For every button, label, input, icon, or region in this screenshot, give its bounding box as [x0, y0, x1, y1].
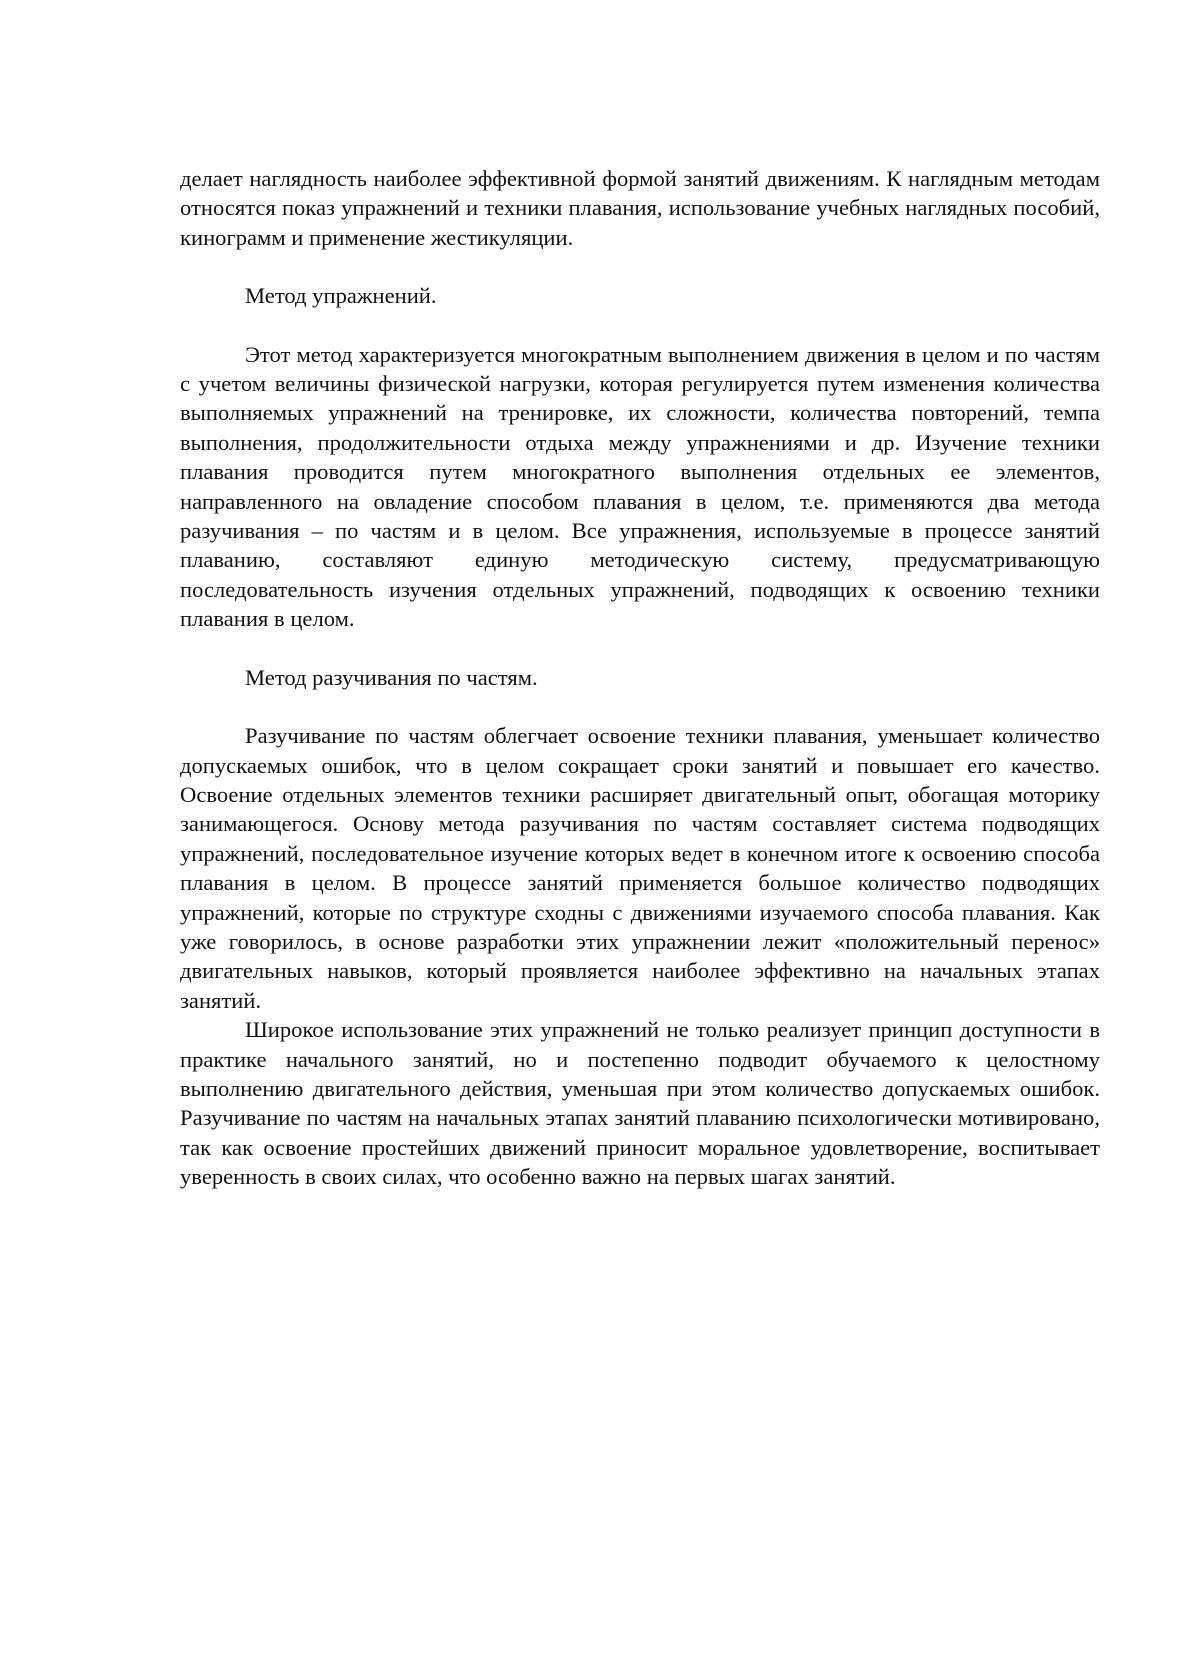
- heading-parts-learning-method: Метод разучивания по частям.: [245, 664, 538, 690]
- document-body: [180, 164, 1100, 1192]
- paragraph-visual-methods: делает наглядность наиболее эффективной формой занятий движениям. К наглядным методам относятся показ упражнений и техники плавания, использование учебных наглядных пособий, кинограмм и применение жестикуляции.: [180, 166, 1100, 250]
- paragraph-parts-learning: Разучивание по частям облегчает освоение техники плавания, уменьшает количество допускаемых ошибок, что в целом сокращает сроки занятий и повышает его качество. Освоение отдельных элементов техники расширяет двигательный опыт, обогащая моторику занимающегося. Основу метода разучивания по частям составляет система подводящих упражнений, последовательное изучение которых ведет в конечном итоге к освоению способа плавания в целом. В процессе занятий применяется большое количество подводящих упражнений, которые по структуре сходны с движениями изучаемого способа плавания. Как уже говорилось, в основе разработки этих упражнении лежит «положительный перенос» двигательных навыков, который проявляется наиболее эффективно на начальных этапах занятий.: [180, 723, 1100, 1013]
- paragraph-exercise-method: Этот метод характеризуется многократным выполнением движения в целом и по частям с учетом величины физической нагрузки, которая регулируется путем изменения количества выполняемых упражнений на тренировке, их сложности, количества повторений, темпа выполнения, продолжительности отдыха между упражнениями и др. Изучение техники плавания проводится путем многократного выполнения отдельных ее элементов, направленного на овладение способом плавания в целом, т.е. применяются два метода разучивания – по частям и в целом. Все упражнения, используемые в процессе занятий плаванию, составляют единую методическую систему, предусматривающую последовательность изучения отдельных упражнений, подводящих к освоению техники плавания в целом.: [180, 341, 1100, 632]
- paragraph-wide-use-exercises: Широкое использование этих упражнений не только реализует принцип доступности в практике начального занятий, но и постепенно подводит обучаемого к целостному выполнению двигательного действия, уменьшая при этом количество допускаемых ошибок. Разучивание по частям на начальных этапах занятий плаванию психологически мотивировано, так как освоение простейших движений приносит моральное удовлетворение, воспитывает уверенность в своих силах, что особенно важно на первых шагах занятий.: [180, 1017, 1100, 1190]
- heading-exercise-method: Метод упражнений.: [245, 283, 437, 309]
